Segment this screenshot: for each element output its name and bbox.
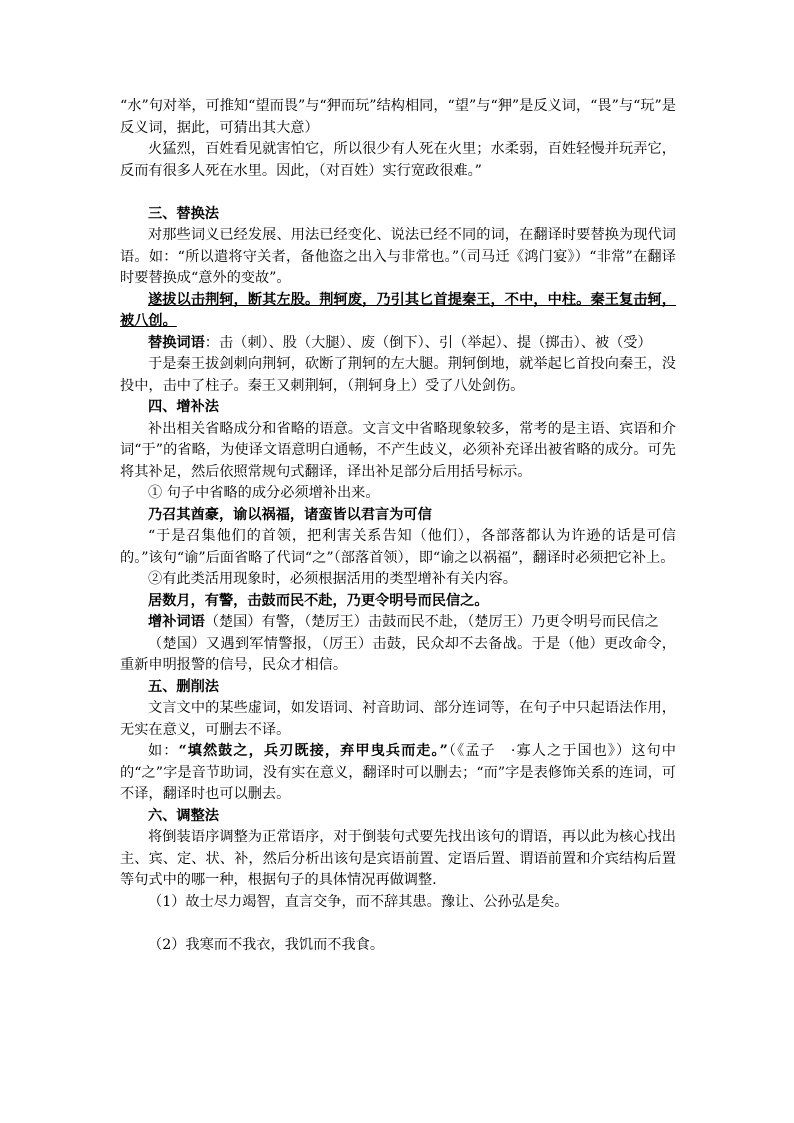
example-5-quote: “填然鼓之，兵刃既接，弃甲曳兵而走。” [178,743,448,759]
translation-3: 于是秦王拔剑刺向荆轲，砍断了荆轲的左大腿。荆轲倒地，就举起匕首投向秦王，没投中，击中了柱子。秦王又刺荆轲，（荆轲身上）受了八处剑伤。 [120,356,676,394]
blank-line [120,182,676,204]
question-2: （2）我寒而不我衣，我饥而不我食。 [148,936,385,953]
translation-paragraph: 火猛烈，百姓看见就害怕它，所以很少有人死在火里；水柔弱，百姓轻慢并玩弄它，反而有很多人死在水里。因此，（对百姓）实行宽政很难。” [120,141,676,179]
example-5 [120,741,676,806]
translation-4b: （楚国）又遇到军情警报，（厉王）击鼓，民众却不去备战。于是（他）更改命令，重新申明报警的信号，民众才相信。 [120,635,676,673]
section-heading-4: 四、增补法 [148,399,219,415]
rule-2: ②有此类活用现象时，必须根据活用的类型增补有关内容。 [148,571,517,587]
section-description-6: 将倒装语序调整为正常语序，对于倒装句式要先找出该句的谓语，再以此为核心找出主、宾、定、状、补，然后分析出该句是宾语前置、定语后置、谓语前置和介宾结构后置等句式中的哪一种，根据句子的具体情况再做调整. [120,829,676,888]
rule-1: ① 句子中省略的成分必须增补出来。 [148,485,380,501]
document-page [120,96,676,956]
blank-line [120,913,676,935]
example-5-prefix: 如： [148,743,179,759]
example-5-explanation: 这句中的“之”字是音节助词，没有实在意义，翻译时可以删去；“而”字是表修饰关系的连词，可不译，翻译时也可以删去。 [120,743,676,802]
replacement-words-text: ：击（刺）、股（大腿）、废（倒下）、引（举起）、提（掷击）、被（受） [204,334,652,351]
added-words-text: （楚国）有警，（楚厉王）击鼓而民不赴，（楚厉王）乃更令明号而民信之 [204,614,659,630]
example-sentence-3: 遂拔以击荆轲，断其左股。荆轲废，乃引其匕首提秦王，不中，中柱。秦王复击轲，被八创。 [120,291,676,329]
section-description-3: 对那些词义已经发展、用法已经变化、说法已经不同的词，在翻译时要替换为现代词语。如：“所以遣将守关者，备他盗之出入与非常也。”（司马迁《鸿门宴》）“非常”在翻译时要替换成“意外的变故”。 [120,227,676,286]
section-description-5: 文言文中的某些虚词，如发语词、衬音助词、部分连词等，在句子中只起语法作用，无实在意义，可删去不译。 [120,700,676,738]
replacement-words-label: 替换词语 [148,334,205,351]
added-words-label: 增补词语 [148,614,205,630]
section-heading-3: 三、替换法 [148,205,219,222]
example-sentence-4a: 乃召其酋豪，谕以祸福，诸蛮皆以君言为可信 [148,506,432,523]
section-heading-5: 五、删削法 [148,678,219,695]
example-5-source: （《孟子 ·寡人之于国也》） [447,743,632,759]
paragraph: “水”句对举，可推知“望而畏”与“狎而玩”结构相同，“望”与“狎”是反义词，“畏”与“玩”是反义词，据此，可猜出其大意） [120,98,676,136]
translation-4a: “于是召集他们的首领，把利害关系告知（他们），各部落都认为许逊的话是可信的。”该句“谕”后面省略了代词“之”（部落首领），即“谕之以祸福”，翻译时必须把它补上。 [120,528,676,566]
section-heading-6: 六、调整法 [148,807,219,824]
question-1: （1）故士尽力竭智，直言交争，而不辞其患。豫让、公孙弘是矣。 [148,893,569,910]
example-sentence-4b: 居数月，有警，击鼓而民不赴，乃更令明号而民信之。 [148,592,489,609]
replacement-words [120,333,676,355]
section-description-4: 补出相关省略成分和省略的语意。文言文中省略现象较多，常考的是主语、宾语和介词“于”的省略，为使译文语意明白通畅，不产生歧义，必须补充译出被省略的成分。可先将其补足，然后依照常规句式翻译，译出补足部分后用括号标示。 [120,420,676,480]
added-words [120,612,676,634]
